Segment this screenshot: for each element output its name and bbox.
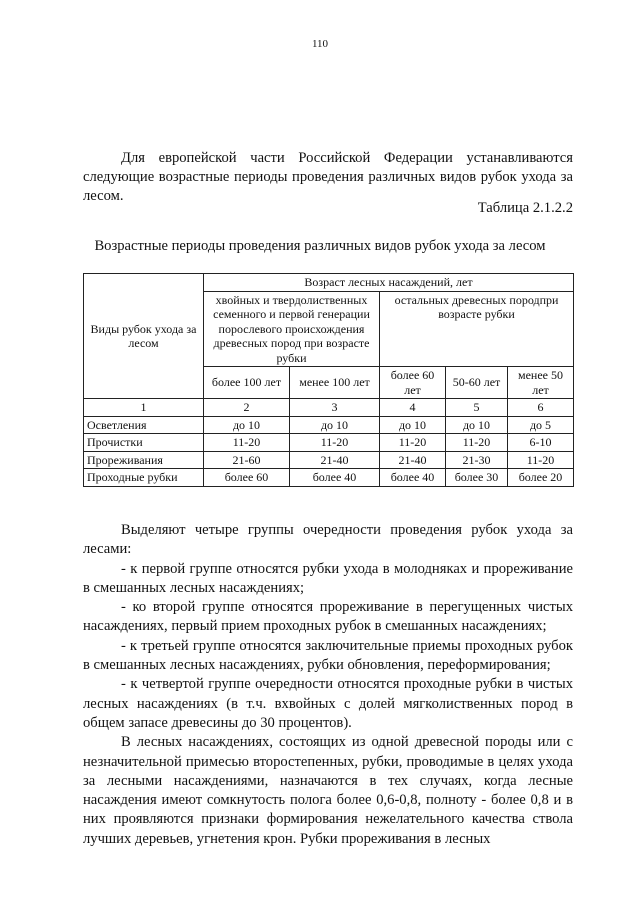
body-paragraph: Выделяют четыре группы очередности проведения рубок ухода за лесами: <box>83 522 573 558</box>
body-text <box>83 521 573 849</box>
table-cell: 21-60 <box>204 451 290 469</box>
intro-paragraph: Для европейской части Российской Федерации устанавливаются следующие возрастные периоды проведения различных видов рубок ухода за лесом. <box>83 150 573 205</box>
age-periods-table <box>83 273 574 487</box>
list-item: - ко второй группе относятся прореживание в перегущенных чистых насаждениях, первый прием проходных рубок в смешанных насаждениях; <box>83 599 573 635</box>
table-row <box>84 416 574 434</box>
table-cell: до 10 <box>446 416 508 434</box>
table-cell: 11-20 <box>446 434 508 452</box>
table-cell: более 40 <box>290 469 380 487</box>
table-cell: 11-20 <box>508 451 574 469</box>
row-label: Прореживания <box>84 451 204 469</box>
table-cell: 11-20 <box>380 434 446 452</box>
subheader-cell: более 60 лет <box>380 367 446 399</box>
table-cell: более 30 <box>446 469 508 487</box>
table-cell: 6-10 <box>508 434 574 452</box>
table-cell: более 40 <box>380 469 446 487</box>
header-group-other: остальных древесных породпри возрасте рубки <box>380 291 574 367</box>
column-number: 6 <box>508 399 574 417</box>
subheader-cell: менее 100 лет <box>290 367 380 399</box>
table-cell: 11-20 <box>204 434 290 452</box>
body-paragraph: В лесных насаждениях, состоящих из одной древесной породы или с незначительной примесью второстепенных, рубки, проводимые в целях ухода за лесными насаждениями, назначаются в тех случаях, когда лесные насаждения имеют сомкнутость полога более 0,6-0,8, полноту - более 0,8 и в них проявляются признаки формирования нежелательного качества ствола лучших деревьев, угнетения крон. Рубки прореживания в лесных <box>83 734 573 847</box>
subheader-cell: 50-60 лет <box>446 367 508 399</box>
list-item: - к четвертой группе очередности относятся проходные рубки в чистых лесных насаждениях (в т.ч. вхвойных с долей мягколиственных пород в общем запасе древесины до 30 процентов). <box>83 676 573 731</box>
subheader-cell: более 100 лет <box>204 367 290 399</box>
table-cell: до 10 <box>380 416 446 434</box>
header-age: Возраст лесных насаждений, лет <box>204 274 574 292</box>
column-number: 1 <box>84 399 204 417</box>
table-cell: 21-40 <box>290 451 380 469</box>
row-label: Проходные рубки <box>84 469 204 487</box>
list-item: - к третьей группе относятся заключительные приемы проходных рубок в смешанных лесных насаждениях, рубки обновления, переформирования; <box>83 637 573 674</box>
column-number: 4 <box>380 399 446 417</box>
table-cell: до 10 <box>290 416 380 434</box>
table-cell: до 5 <box>508 416 574 434</box>
table-row <box>84 451 574 469</box>
table-row <box>84 469 574 487</box>
table-cell: 21-30 <box>446 451 508 469</box>
table-caption: Таблица 2.1.2.2 <box>477 200 573 216</box>
column-number: 5 <box>446 399 508 417</box>
row-label: Осветления <box>84 416 204 434</box>
table-cell: 11-20 <box>290 434 380 452</box>
column-number: 3 <box>290 399 380 417</box>
subheader-cell: менее 50 лет <box>508 367 574 399</box>
header-kinds: Виды рубок ухода за лесом <box>84 274 204 399</box>
page-number: 110 <box>311 38 329 50</box>
table-cell: 21-40 <box>380 451 446 469</box>
table-cell: более 60 <box>204 469 290 487</box>
list-item: - к первой группе относятся рубки ухода в молодняках и прореживание в смешанных лесных насаждениях; <box>83 560 573 596</box>
column-number-row <box>84 399 574 417</box>
table-cell: до 10 <box>204 416 290 434</box>
column-number: 2 <box>204 399 290 417</box>
table-cell: более 20 <box>508 469 574 487</box>
table-title: Возрастные периоды проведения различных видов рубок ухода за лесом <box>94 238 546 254</box>
header-group-conifer: хвойных и твердолиственных семенного и первой генерации порослевого происхождения древесных пород при возрасте рубки <box>204 291 380 367</box>
table-row <box>84 434 574 452</box>
row-label: Прочистки <box>84 434 204 452</box>
